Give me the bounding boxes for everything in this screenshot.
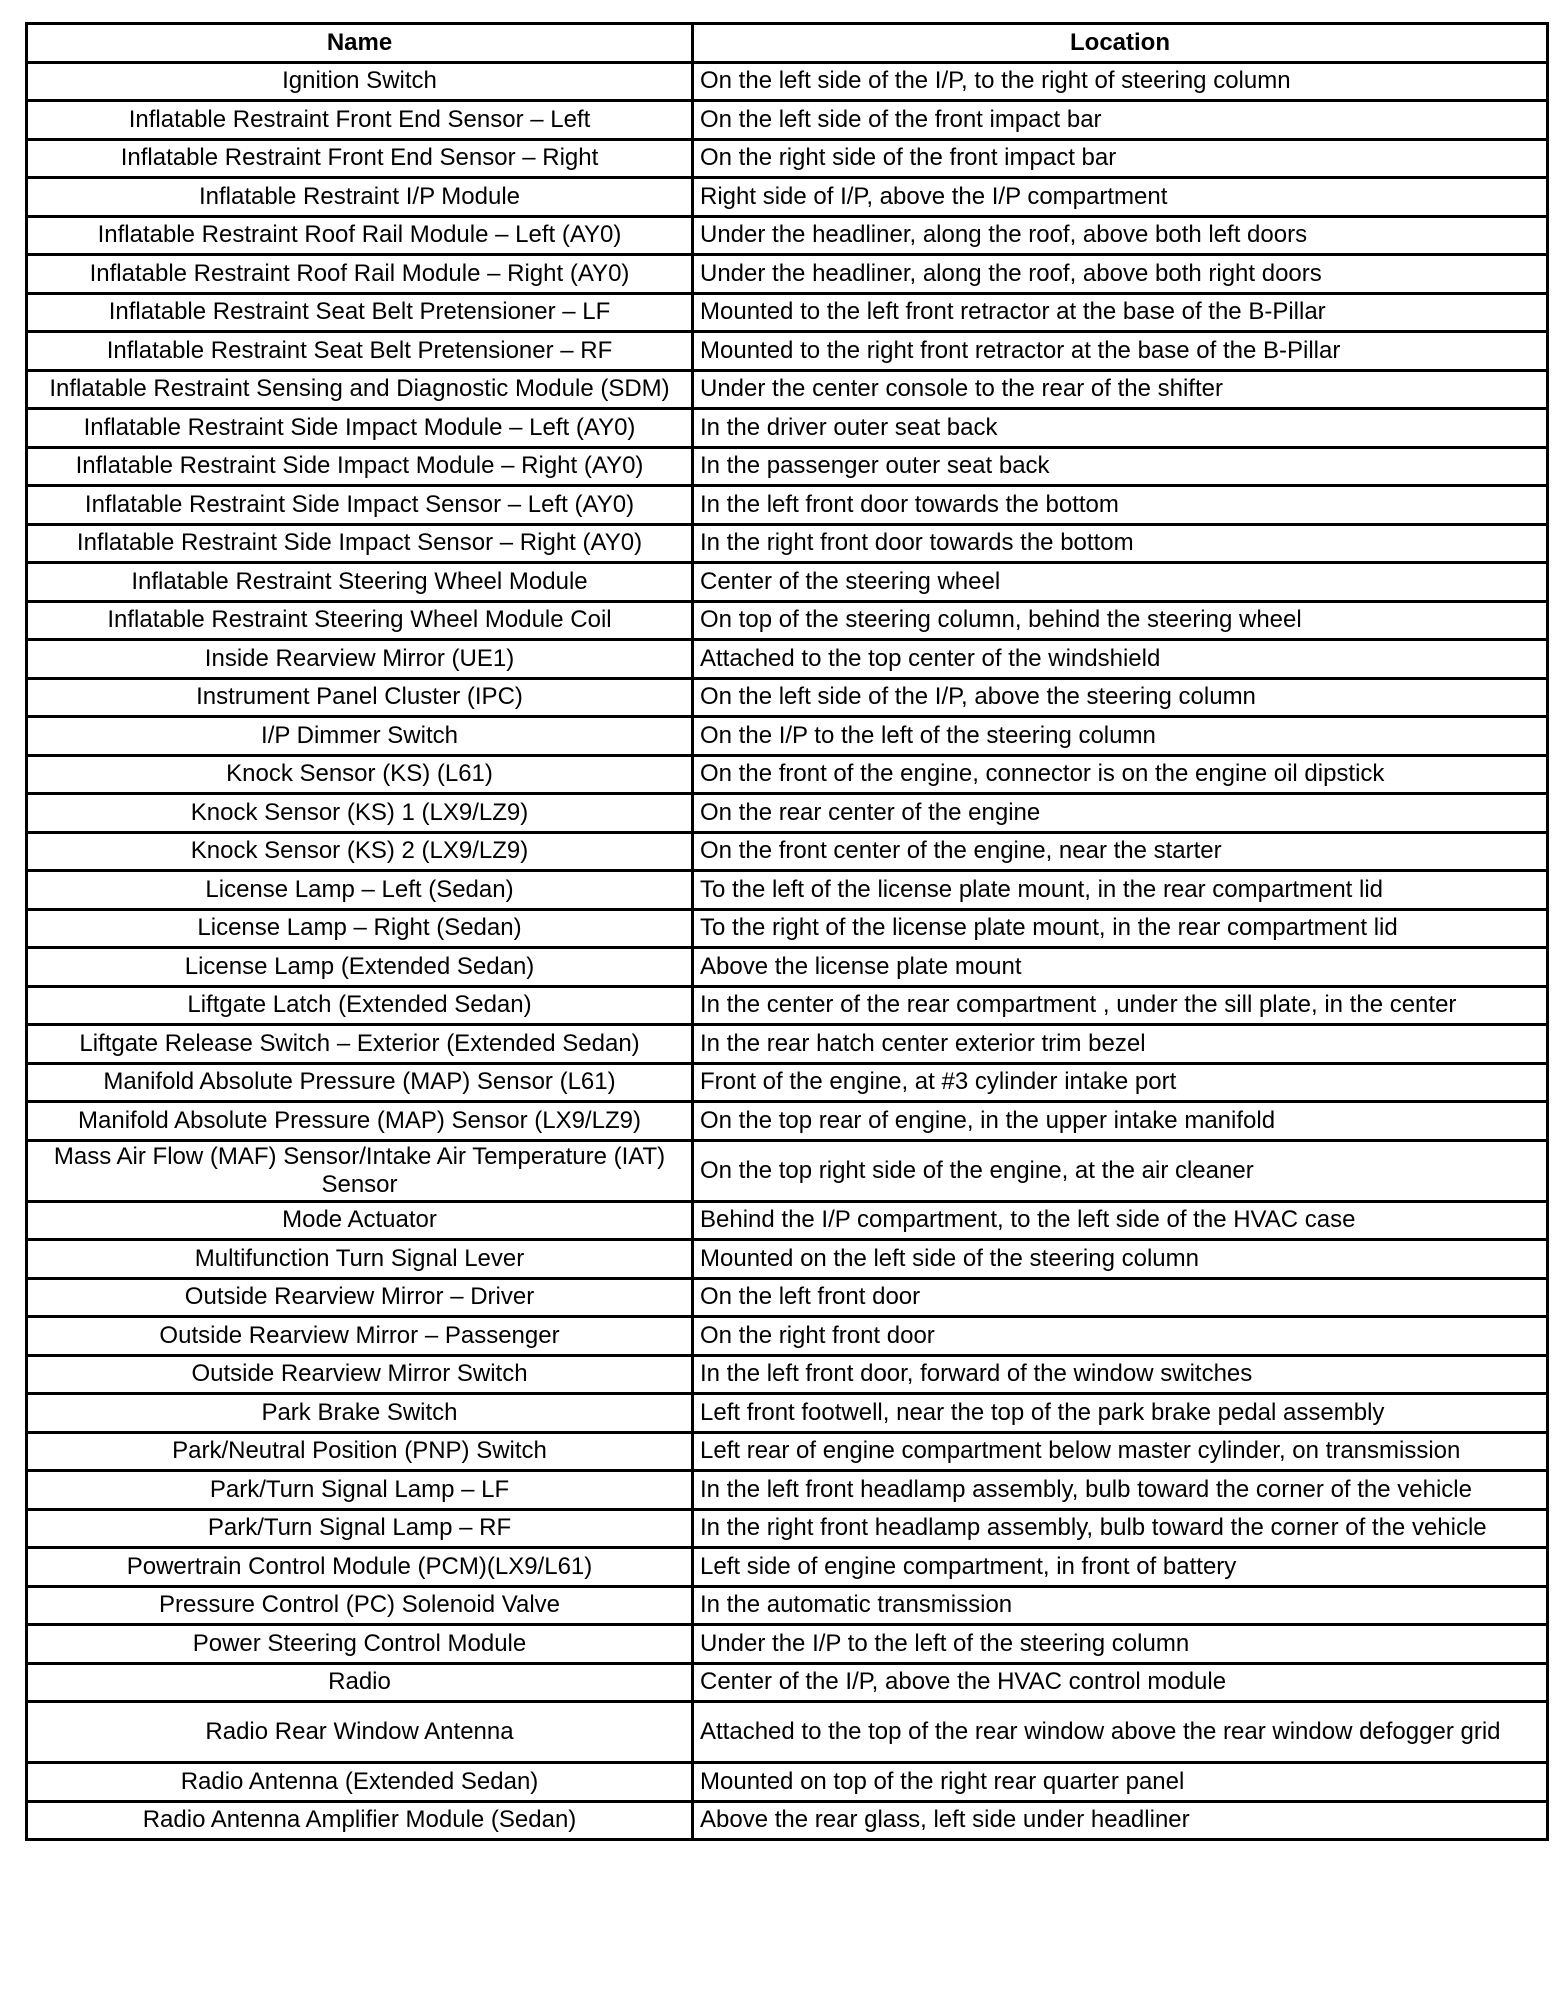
table-row [27, 216, 1548, 255]
component-location-cell: To the right of the license plate mount, in the rear compartment lid [693, 909, 1548, 948]
component-name-cell: Inflatable Restraint Roof Rail Module – Left (AY0) [27, 216, 693, 255]
table-row [27, 1355, 1548, 1394]
component-name-cell: Park/Neutral Position (PNP) Switch [27, 1432, 693, 1471]
table-row [27, 755, 1548, 794]
component-location-cell: On the left front door [693, 1278, 1548, 1317]
component-name-cell: Mass Air Flow (MAF) Sensor/Intake Air Temperature (IAT) Sensor [27, 1140, 693, 1201]
component-name-cell: Inflatable Restraint Side Impact Module – Left (AY0) [27, 409, 693, 448]
component-name-cell: Inflatable Restraint Roof Rail Module – Right (AY0) [27, 255, 693, 294]
component-name-cell: Knock Sensor (KS) 1 (LX9/LZ9) [27, 794, 693, 833]
table-row [27, 524, 1548, 563]
table-row [27, 178, 1548, 217]
component-name-cell: Liftgate Latch (Extended Sedan) [27, 986, 693, 1025]
component-name-cell: Mode Actuator [27, 1201, 693, 1240]
component-name-cell: Inflatable Restraint Steering Wheel Module [27, 563, 693, 602]
component-name-cell: Park Brake Switch [27, 1394, 693, 1433]
table-row [27, 139, 1548, 178]
component-location-cell: In the right front door towards the bottom [693, 524, 1548, 563]
table-row [27, 1432, 1548, 1471]
component-name-cell: Liftgate Release Switch – Exterior (Extended Sedan) [27, 1025, 693, 1064]
table-row [27, 1240, 1548, 1279]
component-location-cell: Attached to the top center of the windshield [693, 640, 1548, 679]
table-row [27, 563, 1548, 602]
table-row [27, 1702, 1548, 1763]
table-row [27, 1201, 1548, 1240]
table-header-row [27, 24, 1548, 63]
component-location-cell: On top of the steering column, behind the steering wheel [693, 601, 1548, 640]
component-location-cell: On the left side of the I/P, to the right of steering column [693, 62, 1548, 101]
component-location-cell: Under the headliner, along the roof, above both right doors [693, 255, 1548, 294]
component-location-cell: On the I/P to the left of the steering column [693, 717, 1548, 756]
component-name-cell: Inflatable Restraint Sensing and Diagnostic Module (SDM) [27, 370, 693, 409]
component-name-cell: License Lamp – Left (Sedan) [27, 871, 693, 910]
component-location-cell: In the passenger outer seat back [693, 447, 1548, 486]
component-location-cell: Attached to the top of the rear window above the rear window defogger grid [693, 1702, 1548, 1763]
component-location-cell: On the top rear of engine, in the upper intake manifold [693, 1102, 1548, 1141]
component-location-cell: Mounted to the right front retractor at the base of the B-Pillar [693, 332, 1548, 371]
table-row [27, 1025, 1548, 1064]
component-location-cell: On the right front door [693, 1317, 1548, 1356]
component-name-cell: Park/Turn Signal Lamp – RF [27, 1509, 693, 1548]
component-location-cell: Under the I/P to the left of the steering column [693, 1625, 1548, 1664]
component-name-cell: Inflatable Restraint I/P Module [27, 178, 693, 217]
component-name-cell: Inflatable Restraint Seat Belt Pretensioner – LF [27, 293, 693, 332]
table-row [27, 1625, 1548, 1664]
component-name-cell: Park/Turn Signal Lamp – LF [27, 1471, 693, 1510]
table-row [27, 1509, 1548, 1548]
table-body [27, 62, 1548, 1840]
table-row [27, 293, 1548, 332]
component-location-cell: Mounted on top of the right rear quarter panel [693, 1763, 1548, 1802]
component-location-cell: In the left front headlamp assembly, bulb toward the corner of the vehicle [693, 1471, 1548, 1510]
component-name-cell: Power Steering Control Module [27, 1625, 693, 1664]
table-row [27, 871, 1548, 910]
table-row [27, 409, 1548, 448]
component-location-cell: Left rear of engine compartment below master cylinder, on transmission [693, 1432, 1548, 1471]
column-header-name: Name [27, 24, 693, 63]
component-location-cell: On the front of the engine, connector is on the engine oil dipstick [693, 755, 1548, 794]
component-location-cell: On the rear center of the engine [693, 794, 1548, 833]
table-row [27, 101, 1548, 140]
component-name-cell: Outside Rearview Mirror – Passenger [27, 1317, 693, 1356]
table-row [27, 678, 1548, 717]
table-row [27, 447, 1548, 486]
component-location-cell: Left side of engine compartment, in front of battery [693, 1548, 1548, 1587]
table-row [27, 1586, 1548, 1625]
component-name-cell: Inflatable Restraint Side Impact Module – Right (AY0) [27, 447, 693, 486]
component-name-cell: Inflatable Restraint Seat Belt Pretensioner – RF [27, 332, 693, 371]
component-location-table [25, 22, 1549, 1841]
component-location-cell: Center of the I/P, above the HVAC control module [693, 1663, 1548, 1702]
table-row [27, 832, 1548, 871]
component-location-cell: Behind the I/P compartment, to the left side of the HVAC case [693, 1201, 1548, 1240]
table-row [27, 1763, 1548, 1802]
table-row [27, 717, 1548, 756]
component-name-cell: Radio Rear Window Antenna [27, 1702, 693, 1763]
component-location-cell: On the top right side of the engine, at the air cleaner [693, 1140, 1548, 1201]
component-name-cell: Manifold Absolute Pressure (MAP) Sensor (L61) [27, 1063, 693, 1102]
component-location-cell: On the left side of the I/P, above the steering column [693, 678, 1548, 717]
component-location-cell: In the driver outer seat back [693, 409, 1548, 448]
table-row [27, 909, 1548, 948]
component-location-cell: Mounted to the left front retractor at the base of the B-Pillar [693, 293, 1548, 332]
table-row [27, 332, 1548, 371]
component-location-cell: Under the headliner, along the roof, above both left doors [693, 216, 1548, 255]
component-name-cell: Radio [27, 1663, 693, 1702]
table-row [27, 255, 1548, 294]
component-name-cell: License Lamp (Extended Sedan) [27, 948, 693, 987]
component-name-cell: Outside Rearview Mirror – Driver [27, 1278, 693, 1317]
component-name-cell: Inflatable Restraint Front End Sensor – Left [27, 101, 693, 140]
component-name-cell: I/P Dimmer Switch [27, 717, 693, 756]
component-name-cell: Knock Sensor (KS) 2 (LX9/LZ9) [27, 832, 693, 871]
component-location-cell: Mounted on the left side of the steering column [693, 1240, 1548, 1279]
table-row [27, 1102, 1548, 1141]
component-location-cell: To the left of the license plate mount, in the rear compartment lid [693, 871, 1548, 910]
component-name-cell: Pressure Control (PC) Solenoid Valve [27, 1586, 693, 1625]
component-location-cell: Above the license plate mount [693, 948, 1548, 987]
component-location-cell: In the left front door, forward of the window switches [693, 1355, 1548, 1394]
component-location-cell: Above the rear glass, left side under headliner [693, 1801, 1548, 1840]
component-location-cell: Center of the steering wheel [693, 563, 1548, 602]
component-location-cell: In the automatic transmission [693, 1586, 1548, 1625]
component-name-cell: Inflatable Restraint Side Impact Sensor – Left (AY0) [27, 486, 693, 525]
component-name-cell: Knock Sensor (KS) (L61) [27, 755, 693, 794]
component-name-cell: Ignition Switch [27, 62, 693, 101]
component-location-cell: On the left side of the front impact bar [693, 101, 1548, 140]
component-location-cell: In the left front door towards the bottom [693, 486, 1548, 525]
table-row [27, 640, 1548, 679]
component-name-cell: Radio Antenna Amplifier Module (Sedan) [27, 1801, 693, 1840]
component-name-cell: Inflatable Restraint Side Impact Sensor – Right (AY0) [27, 524, 693, 563]
component-name-cell: Inflatable Restraint Steering Wheel Module Coil [27, 601, 693, 640]
table-row [27, 1063, 1548, 1102]
component-location-cell: Front of the engine, at #3 cylinder intake port [693, 1063, 1548, 1102]
component-name-cell: Manifold Absolute Pressure (MAP) Sensor (LX9/LZ9) [27, 1102, 693, 1141]
component-name-cell: License Lamp – Right (Sedan) [27, 909, 693, 948]
table-row [27, 794, 1548, 833]
table-row [27, 986, 1548, 1025]
table-row [27, 1140, 1548, 1201]
table-row [27, 948, 1548, 987]
table-row [27, 1663, 1548, 1702]
table-row [27, 62, 1548, 101]
component-location-cell: Right side of I/P, above the I/P compartment [693, 178, 1548, 217]
table-row [27, 370, 1548, 409]
component-location-cell: Under the center console to the rear of the shifter [693, 370, 1548, 409]
table-row [27, 1394, 1548, 1433]
component-location-cell: In the right front headlamp assembly, bulb toward the corner of the vehicle [693, 1509, 1548, 1548]
column-header-location: Location [693, 24, 1548, 63]
component-name-cell: Instrument Panel Cluster (IPC) [27, 678, 693, 717]
table-row [27, 486, 1548, 525]
table-row [27, 1471, 1548, 1510]
component-location-cell: Left front footwell, near the top of the park brake pedal assembly [693, 1394, 1548, 1433]
component-name-cell: Powertrain Control Module (PCM)(LX9/L61) [27, 1548, 693, 1587]
component-name-cell: Multifunction Turn Signal Lever [27, 1240, 693, 1279]
table-row [27, 1548, 1548, 1587]
component-location-cell: In the center of the rear compartment , under the sill plate, in the center [693, 986, 1548, 1025]
component-name-cell: Outside Rearview Mirror Switch [27, 1355, 693, 1394]
table-row [27, 601, 1548, 640]
component-name-cell: Inflatable Restraint Front End Sensor – Right [27, 139, 693, 178]
table-row [27, 1317, 1548, 1356]
component-location-cell: On the right side of the front impact bar [693, 139, 1548, 178]
component-location-cell: On the front center of the engine, near the starter [693, 832, 1548, 871]
table-row [27, 1278, 1548, 1317]
component-location-cell: In the rear hatch center exterior trim bezel [693, 1025, 1548, 1064]
component-name-cell: Radio Antenna (Extended Sedan) [27, 1763, 693, 1802]
table-row [27, 1801, 1548, 1840]
component-name-cell: Inside Rearview Mirror (UE1) [27, 640, 693, 679]
